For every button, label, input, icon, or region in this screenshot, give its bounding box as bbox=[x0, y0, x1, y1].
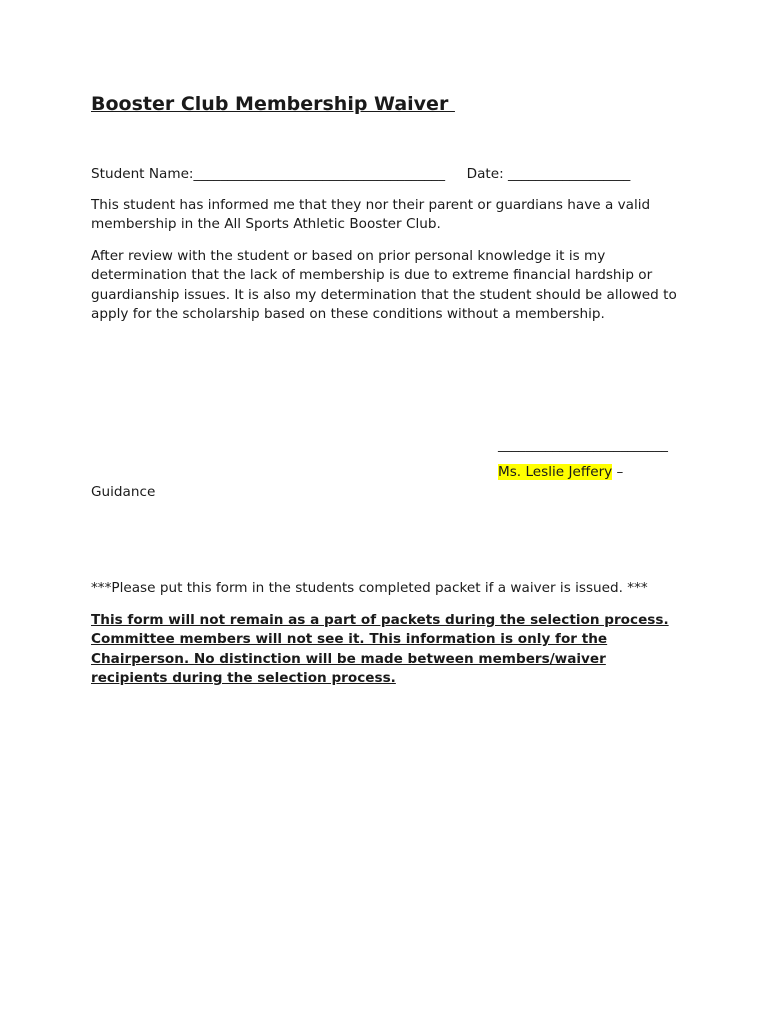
signer-name: Ms. Leslie Jeffery bbox=[498, 464, 613, 480]
membership-statement: This student has informed me that they nor their parent or guardians have a valid membership in the All Sports Athletic Booster Club. bbox=[91, 197, 651, 233]
signature-line: _________________________ bbox=[498, 437, 668, 453]
packet-note: ***Please put this form in the students completed packet if a waiver is issued. *** bbox=[91, 580, 648, 596]
document-title: Booster Club Membership Waiver bbox=[91, 93, 455, 115]
signer-name-line bbox=[498, 464, 623, 480]
selection-process-notice: This form will not remain as a part of packets during the selection process. Committee members will not see it. This information is only for the Chairperson. No distinction will be made between members/waiver recipients during the selection process. bbox=[91, 612, 669, 686]
determination-statement: After review with the student or based on prior personal knowledge it is my determination that the lack of membership is due to extreme financial hardship or guardianship issues. It is also my determination that the student should be allowed to apply for the scholarship based on these conditions without a membership. bbox=[91, 248, 677, 322]
signer-dash: – bbox=[612, 464, 624, 480]
signer-role: Guidance bbox=[91, 484, 156, 500]
student-name-date-line: Student Name:_____________________________________ Date: __________________ bbox=[91, 166, 631, 182]
